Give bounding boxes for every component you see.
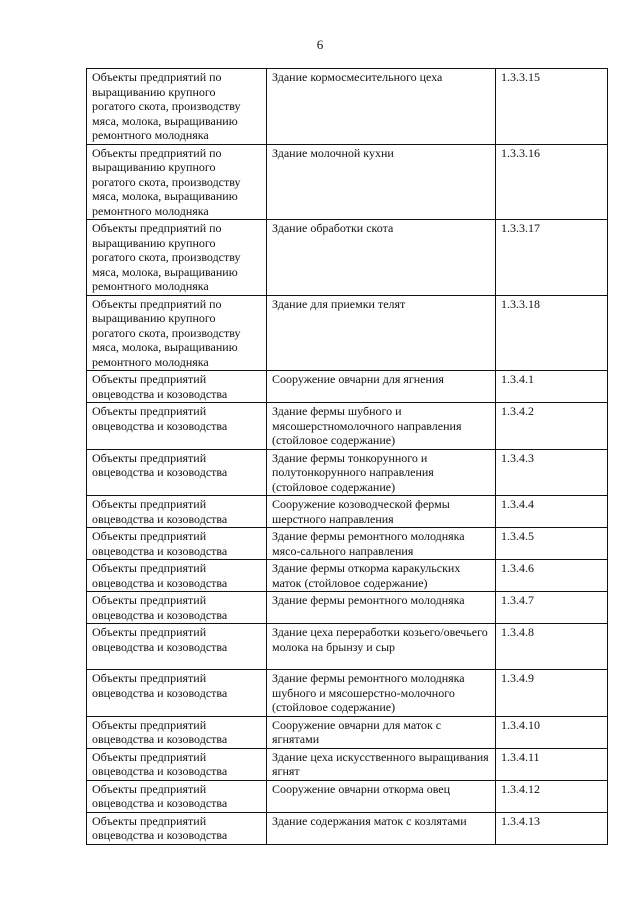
object-cell: Здание фермы ремонтного молодняка шубного и мясошерстно-молочного (стойловое содержание) (267, 670, 496, 717)
object-cell: Здание содержания маток с козлятами (267, 812, 496, 844)
code-cell: 1.3.3.15 (496, 69, 608, 145)
category-cell: Объекты предприятий по выращиванию крупного рогатого скота, производству мяса, молока, выращиванию ремонтного молодняка (87, 69, 267, 145)
category-cell: Объекты предприятий овцеводства и козоводства (87, 371, 267, 403)
category-cell: Объекты предприятий овцеводства и козоводства (87, 592, 267, 624)
category-cell: Объекты предприятий овцеводства и козоводства (87, 812, 267, 844)
category-cell: Объекты предприятий овцеводства и козоводства (87, 403, 267, 450)
table-row (87, 403, 608, 450)
category-cell: Объекты предприятий овцеводства и козоводства (87, 528, 267, 560)
table-row (87, 371, 608, 403)
page-number: 6 (316, 37, 324, 52)
table-row (87, 295, 608, 371)
category-cell: Объекты предприятий овцеводства и козоводства (87, 748, 267, 780)
code-cell: 1.3.4.1 (496, 371, 608, 403)
table-row (87, 670, 608, 717)
code-cell: 1.3.3.16 (496, 144, 608, 220)
table-row (87, 220, 608, 296)
table-row (87, 144, 608, 220)
code-cell: 1.3.3.18 (496, 295, 608, 371)
object-cell: Сооружение овчарни откорма овец (267, 780, 496, 812)
code-cell: 1.3.4.7 (496, 592, 608, 624)
category-cell: Объекты предприятий овцеводства и козоводства (87, 449, 267, 496)
table-row (87, 69, 608, 145)
category-cell: Объекты предприятий овцеводства и козоводства (87, 496, 267, 528)
code-cell: 1.3.4.6 (496, 560, 608, 592)
object-cell: Здание фермы откорма каракульских маток (стойловое содержание) (267, 560, 496, 592)
table-row (87, 449, 608, 496)
object-cell: Здание фермы ремонтного молодняка (267, 592, 496, 624)
code-cell: 1.3.4.8 (496, 624, 608, 670)
code-cell: 1.3.4.5 (496, 528, 608, 560)
code-cell: 1.3.4.11 (496, 748, 608, 780)
object-cell: Здание фермы ремонтного молодняка мясо-сального направления (267, 528, 496, 560)
code-cell: 1.3.4.10 (496, 716, 608, 748)
code-cell: 1.3.4.2 (496, 403, 608, 450)
table-row (87, 560, 608, 592)
table-row (87, 592, 608, 624)
object-cell: Здание цеха искусственного выращивания ягнят (267, 748, 496, 780)
object-cell: Здание для приемки телят (267, 295, 496, 371)
category-cell: Объекты предприятий овцеводства и козоводства (87, 670, 267, 717)
category-cell: Объекты предприятий по выращиванию крупного рогатого скота, производству мяса, молока, выращиванию ремонтного молодняка (87, 220, 267, 296)
object-cell: Здание фермы тонкорунного и полутонкорунного направления (стойловое содержание) (267, 449, 496, 496)
category-cell: Объекты предприятий по выращиванию крупного рогатого скота, производству мяса, молока, выращиванию ремонтного молодняка (87, 295, 267, 371)
category-cell: Объекты предприятий по выращиванию крупного рогатого скота, производству мяса, молока, выращиванию ремонтного молодняка (87, 144, 267, 220)
table-row (87, 528, 608, 560)
code-cell: 1.3.4.3 (496, 449, 608, 496)
table-row (87, 716, 608, 748)
objects-table (86, 68, 608, 845)
object-cell: Здание цеха переработки козьего/овечьего молока на брынзу и сыр (267, 624, 496, 670)
table-row (87, 748, 608, 780)
object-cell: Сооружение овчарни для маток с ягнятами (267, 716, 496, 748)
object-cell: Здание кормосмесительного цеха (267, 69, 496, 145)
code-cell: 1.3.3.17 (496, 220, 608, 296)
code-cell: 1.3.4.9 (496, 670, 608, 717)
code-cell: 1.3.4.4 (496, 496, 608, 528)
category-cell: Объекты предприятий овцеводства и козоводства (87, 716, 267, 748)
code-cell: 1.3.4.13 (496, 812, 608, 844)
table-row (87, 812, 608, 844)
category-cell: Объекты предприятий овцеводства и козоводства (87, 780, 267, 812)
object-cell: Сооружение овчарни для ягнения (267, 371, 496, 403)
table-row (87, 496, 608, 528)
table-row (87, 780, 608, 812)
object-cell: Здание молочной кухни (267, 144, 496, 220)
category-cell: Объекты предприятий овцеводства и козоводства (87, 560, 267, 592)
code-cell: 1.3.4.12 (496, 780, 608, 812)
object-cell: Здание фермы шубного и мясошерстномолочного направления (стойловое содержание) (267, 403, 496, 450)
object-cell: Здание обработки скота (267, 220, 496, 296)
table-row (87, 624, 608, 670)
object-cell: Сооружение козоводческой фермы шерстного направления (267, 496, 496, 528)
category-cell: Объекты предприятий овцеводства и козоводства (87, 624, 267, 670)
